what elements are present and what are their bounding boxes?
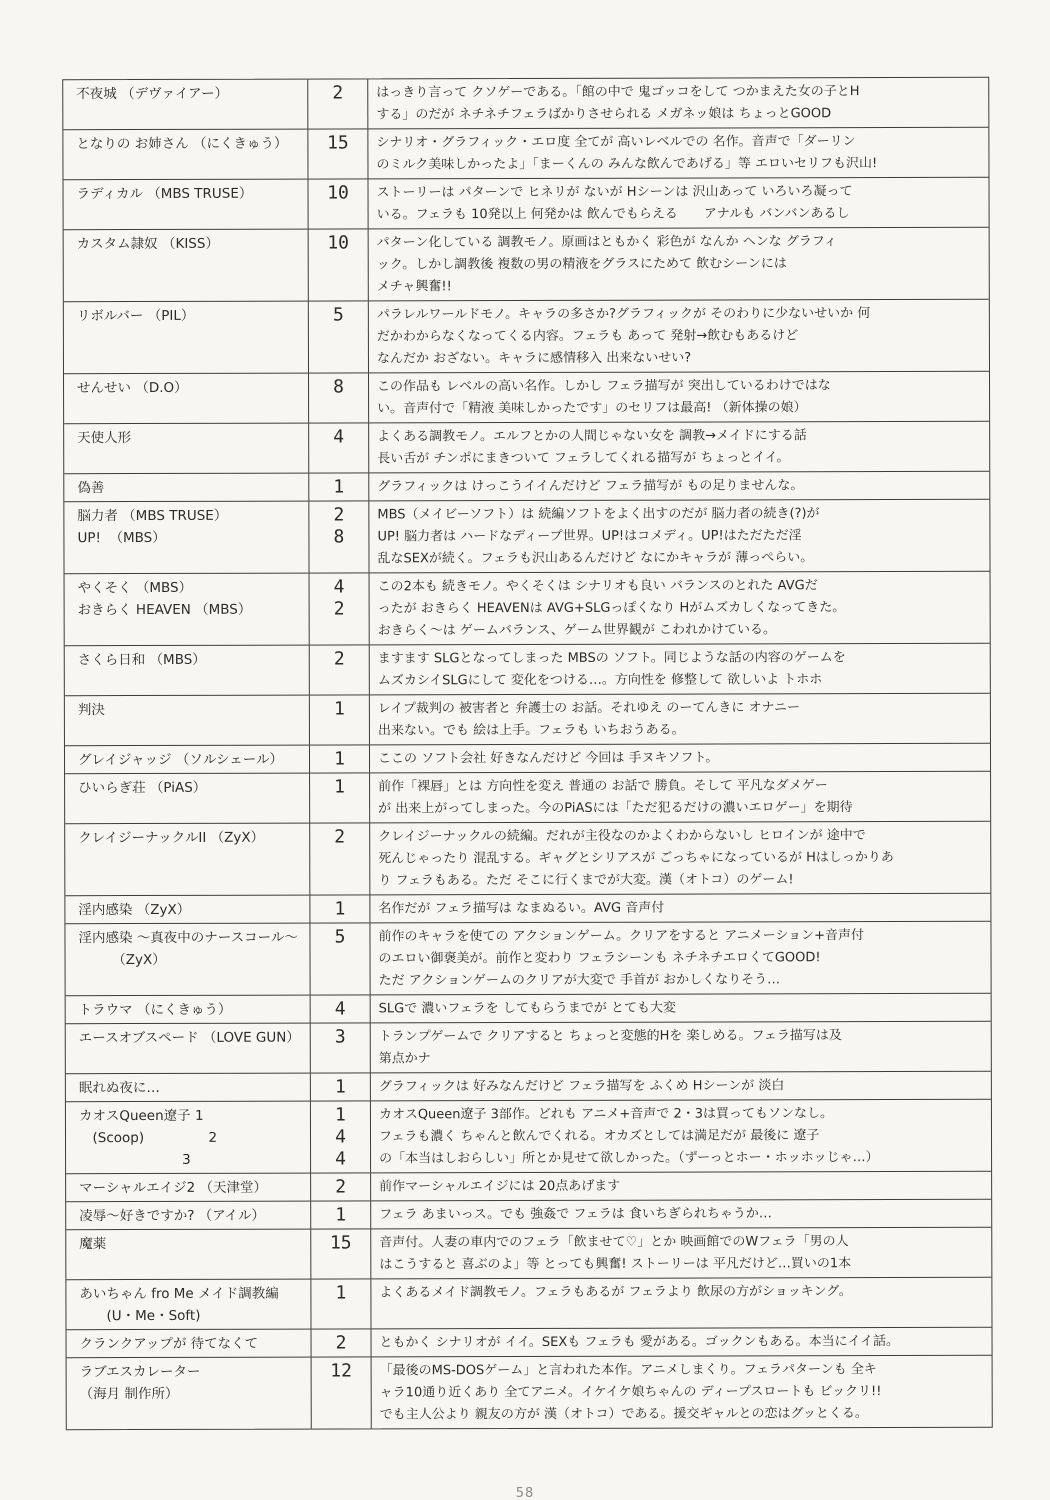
game-title: 天使人形 <box>77 430 132 447</box>
game-title: エースオブスペード （LOVE GUN） <box>78 1029 300 1047</box>
table-row <box>65 644 990 696</box>
game-title: カオスQueen遼子 1 <box>78 1107 204 1125</box>
score-value: 5 <box>334 926 346 948</box>
game-title-cell <box>66 1024 311 1074</box>
score-value: 15 <box>329 1232 352 1254</box>
score-value: 2 <box>335 1176 347 1198</box>
review-comment-line: UP! 脳力者は ハードなディープ世界。UP!はコメディ。UP!はただただ淫 <box>377 528 802 545</box>
table-row <box>64 422 989 474</box>
review-comment-line: なんだか おざない。キャラに感情移入 出来ないせい? <box>376 350 692 367</box>
game-title-cell <box>66 1174 311 1202</box>
game-title: 眠れぬ夜に… <box>78 1079 160 1097</box>
score-value: 4 <box>333 576 345 598</box>
score-cell <box>311 1279 371 1328</box>
score-cell <box>309 423 369 472</box>
review-comment-line: シナリオ・グラフィック・エロ度 全てが 高いレベルでの 名作。音声で「ダーリン <box>376 134 856 151</box>
game-title: （ZyX） <box>78 951 166 969</box>
game-title: (U・Me・Soft) <box>79 1307 201 1325</box>
review-comment-cell <box>368 78 988 129</box>
review-comment-cell <box>370 572 990 645</box>
table-row <box>65 772 990 824</box>
review-comment-line: 出来ない。でも 絵は上手。フェラも いちおうある。 <box>377 722 685 739</box>
review-comment-line: フェラ あまいっス。でも 強姦で フェラは 食いちぎられちゃうか… <box>379 1206 772 1223</box>
score-value: 10 <box>327 232 350 254</box>
review-comment-line: よくある調教モノ。エルフとかの人間じゃない女を 調教→メイドにする話 <box>377 428 807 445</box>
game-title: ラブエスカレーター <box>79 1363 201 1381</box>
score-value: 1 <box>335 1204 347 1226</box>
game-title: 判決 <box>77 702 105 719</box>
score-value: 2 <box>332 82 344 104</box>
game-title: クランクアップが 待てなくて <box>79 1335 259 1353</box>
review-comment-line: MBS（メイビーソフト）は 続編ソフトをよく出すのだが 脳力者の続き(?)が <box>377 506 820 523</box>
game-title-cell <box>65 746 310 774</box>
review-comment-cell <box>369 300 989 373</box>
review-table <box>62 77 993 1430</box>
game-title: リボルバー （PIL） <box>76 307 195 325</box>
score-value: 8 <box>333 376 344 398</box>
game-title-cell <box>65 774 310 824</box>
review-comment-cell <box>370 694 990 745</box>
review-comment-line: 名作だが フェラ描写は なまぬるい。AVG 音声付 <box>378 900 665 917</box>
review-comment-cell <box>370 744 990 773</box>
game-title: UP! （MBS） <box>77 529 166 547</box>
score-value: 2 <box>335 1332 347 1354</box>
review-comment-line: の「本当はしおらしい」所とか見せて欲しかった。（ずーっとホー・ホッホッじゃ…） <box>379 1150 879 1167</box>
review-comment-line: フェラも濃く ちゃんと飲んでくれる。オカズとしては満足だが 最後に 遼子 <box>378 1128 820 1145</box>
table-row <box>65 572 990 646</box>
review-comment-cell <box>371 1228 991 1279</box>
score-value: 1 <box>334 1076 346 1098</box>
review-comment-cell <box>370 822 990 895</box>
game-title: 偽善 <box>77 480 105 497</box>
game-title-cell <box>65 646 310 696</box>
review-comment-line: ったが おきらく HEAVENは AVG+SLGっぽくなり Hがムズカしくなってきた。 <box>377 600 846 617</box>
review-comment-line: カオスQueen遼子 3部作。どれも アニメ+音声で 2・3は買ってもソンなし。 <box>378 1106 833 1123</box>
review-comment-line: する」のだが ネチネチフェラばかりさせられる メガネッ娘は ちょっとGOOD <box>376 106 832 123</box>
review-comment-cell <box>371 1200 991 1229</box>
game-title-cell <box>63 180 308 230</box>
review-comment-line: り フェラもある。ただ そこに行くまでが大変。漢（オトコ）のゲーム! <box>378 872 794 889</box>
game-title: せんせい （D.O） <box>77 379 188 397</box>
score-value: 5 <box>332 304 344 326</box>
score-value: 2 <box>333 648 345 670</box>
review-comment-cell <box>368 178 988 229</box>
score-cell <box>310 823 370 894</box>
table-row <box>64 500 989 574</box>
table-row <box>64 228 989 302</box>
game-title: おきらく HEAVEN （MBS） <box>77 601 252 619</box>
game-title: トラウマ （にくきゅう） <box>78 1001 232 1019</box>
score-cell <box>311 1023 371 1072</box>
review-comment-line: ただ アクションゲームのクリアが大変で 手首が おかしくなりそう… <box>378 972 781 989</box>
review-comment-cell <box>369 472 989 501</box>
game-title: 淫内感染 （ZyX） <box>78 901 191 919</box>
game-title: やくそく （MBS） <box>77 579 193 597</box>
score-value: 2 <box>333 504 345 526</box>
review-comment-line: ますます SLGとなってしまった MBSの ソフト。同じような話の内容のゲームを <box>377 650 846 667</box>
table-row <box>66 1278 991 1330</box>
score-cell <box>309 301 369 372</box>
table-row <box>65 822 990 896</box>
table-row <box>64 300 989 374</box>
game-title-cell <box>66 996 311 1024</box>
review-comment-line: グラフィックは 好みなんだけど フェラ描写を ふくめ Hシーンが 淡白 <box>378 1078 785 1095</box>
score-cell <box>310 923 370 994</box>
table-row <box>64 472 989 502</box>
score-value: 1 <box>333 476 345 498</box>
score-cell <box>312 1329 372 1356</box>
review-comment-line: よくあるメイド調教モノ。フェラもあるが フェラより 飲尿の方がショッキング。 <box>379 1284 852 1301</box>
score-value: 1 <box>335 1282 347 1304</box>
score-value: 2 <box>334 826 346 848</box>
game-title-cell <box>64 302 309 374</box>
review-comment-cell <box>371 1100 991 1173</box>
game-title-cell <box>66 1280 311 1330</box>
game-title-cell <box>64 230 309 302</box>
score-value: 10 <box>327 182 349 204</box>
game-title: 3 <box>79 1151 191 1169</box>
review-comment-cell <box>371 994 991 1023</box>
review-comment-line: ムズカシイSLGにして 変化をつける…。方向性を 修整して 欲しいよ トホホ <box>377 672 823 689</box>
review-comment-line: 乱なSEXが続く。フェラも沢山あるんだけど なにかキャラが 薄っぺらい。 <box>377 550 814 567</box>
review-comment-line: ともかく シナリオが イイ。SEXも フェラも 愛がある。ゴックンもある。本当にイイ話。 <box>379 1334 899 1351</box>
table-row <box>66 1228 991 1280</box>
score-cell <box>311 1201 371 1228</box>
table-row <box>66 1172 991 1202</box>
game-title: ラディカル （MBS TRUSE） <box>76 185 253 203</box>
review-comment-cell <box>370 772 990 823</box>
table-row <box>65 922 990 996</box>
game-title: 魔薬 <box>79 1236 107 1253</box>
review-comment-cell <box>371 1278 991 1329</box>
review-comment-line: ここの ソフト会社 好きなんだけど 今回は 手ヌキソフト。 <box>377 750 719 767</box>
review-comment-cell <box>370 894 990 923</box>
review-comment-line: はっきり言って クソゲーである。「館の中で 鬼ゴッコをして つかまえた女の子とH <box>376 84 860 101</box>
score-cell <box>312 1357 372 1428</box>
review-comment-cell <box>369 372 989 423</box>
review-comment-line: 死んじゃったり 混乱する。ギャグとシリアスが ごっちゃになっているが Hはしっかりあ <box>378 850 894 867</box>
review-comment-cell <box>369 500 989 573</box>
review-comment-line: パラレルワールドモノ。キャラの多さか?グラフィックが そのわりに少ないせいか 何 <box>376 306 871 323</box>
score-cell <box>310 573 370 644</box>
review-comment-line: トランプゲームで クリアすると ちょっと変態的Hを 楽しめる。フェラ描写は及 <box>378 1028 842 1045</box>
score-cell <box>308 129 368 178</box>
table-row <box>67 1328 992 1358</box>
review-comment-cell <box>372 1356 992 1429</box>
game-title-cell <box>65 696 310 746</box>
table-row <box>65 694 990 746</box>
score-cell <box>309 373 369 422</box>
review-comment-line: が 出来上がってしまった。今のPiASには「ただ犯るだけの濃いエロゲー」を期待 <box>378 800 853 817</box>
review-comment-cell <box>370 922 990 995</box>
score-value: 8 <box>333 526 345 548</box>
game-title-cell <box>65 924 310 996</box>
score-cell <box>311 995 371 1022</box>
game-title: (Scoop) 2 <box>78 1129 218 1147</box>
table-row <box>66 1100 991 1174</box>
game-title-cell <box>63 130 308 180</box>
review-comment-cell <box>371 1072 991 1101</box>
table-row <box>67 1356 992 1429</box>
game-title-cell <box>65 574 310 646</box>
review-comment-cell <box>369 422 989 473</box>
game-title-cell <box>64 474 309 502</box>
score-cell <box>310 745 370 772</box>
review-comment-line: 「最後のMS-DOSゲーム」と言われた本作。アニメしまくり。フェラパターンも 全キ <box>379 1362 877 1379</box>
review-comment-line: グラフィックは けっこうイイんだけど フェラ描写が もの足りませんな。 <box>377 478 804 495</box>
score-value: 4 <box>335 1148 347 1170</box>
review-comment-cell <box>371 1172 991 1201</box>
review-comment-line: パターン化している 調教モノ。原画はともかく 彩色が なんか ヘンな グラフィ <box>376 234 837 251</box>
game-title-cell <box>65 896 310 924</box>
review-comment-line: はこうすると 喜ぶのよ」等 とっても興奮! ストーリーは 平凡だけど…買いの1本 <box>379 1256 852 1273</box>
game-title: カスタム隷奴 （KISS） <box>76 235 219 253</box>
review-comment-line: いる。フェラも 10発以上 何発かは 飲んでもらえる アナルも バンバンあるし <box>376 206 850 223</box>
review-comment-line: ャラ10通り近くあり 全てアニメ。イケイケ娘ちゃんの ディープスロートも ビックリ!! <box>379 1384 882 1401</box>
table-row <box>64 372 989 424</box>
review-comment-line: クレイジーナックルの続編。だれが主役なのかよくわからないし ヒロインが 途中で <box>378 828 866 845</box>
game-title: 脳力者 （MBS TRUSE） <box>77 507 228 525</box>
game-title: 凌辱〜好きですか? （アイル） <box>79 1207 265 1225</box>
game-title-cell <box>64 374 309 424</box>
game-title: ひいらぎ荘 （PiAS） <box>78 779 207 797</box>
score-value: 4 <box>334 998 346 1020</box>
table-row <box>66 1072 991 1102</box>
score-cell <box>311 1229 371 1278</box>
game-title-cell <box>66 1230 311 1280</box>
review-comment-line: 第点かナ <box>378 1051 431 1067</box>
score-value: 1 <box>334 898 346 920</box>
page-number: 58 <box>515 1486 535 1500</box>
game-title-cell <box>67 1358 312 1430</box>
review-comment-line: ック。しかし調教後 複数の男の精液をグラスにためて 飲むシーンには <box>376 256 787 273</box>
score-value: 15 <box>327 132 349 154</box>
score-cell <box>310 695 370 744</box>
table-row <box>63 178 988 230</box>
review-comment-line: でも主人公より 親友の方が 漢（オトコ）である。援交ギャルとの恋はグッとくる。 <box>379 1406 868 1423</box>
table-row <box>66 1200 991 1230</box>
score-cell <box>311 1173 371 1200</box>
game-title-cell <box>65 824 310 896</box>
score-cell <box>310 645 370 694</box>
score-value: 3 <box>334 1026 346 1048</box>
score-value: 4 <box>333 426 345 448</box>
review-comment-line: 音声付。人妻の車内でのフェラ「飲ませて♡」とか 映画館でのWフェラ「男の人 <box>379 1234 849 1251</box>
score-value: 2 <box>333 598 345 620</box>
game-title: マーシャルエイジ2 （天津堂） <box>79 1179 268 1197</box>
review-comment-line: 前作のキャラを使ての アクションゲーム。クリアをすると アニメーション+音声付 <box>378 928 864 945</box>
score-cell <box>308 79 368 128</box>
game-title-cell <box>64 502 309 574</box>
review-comment-line: この作品も レベルの高い名作。しかし フェラ描写が 突出しているわけではな <box>377 378 831 395</box>
review-comment-line: い。音声付で「精液 美味しかったです」のセリフは最高! （新体操の娘） <box>377 400 807 417</box>
review-comment-cell <box>369 228 989 301</box>
table-row <box>66 994 991 1024</box>
review-comment-line: メチャ興奮!! <box>376 279 452 295</box>
game-title-cell <box>66 1102 311 1174</box>
review-comment-line: 前作「裸唇」とは 方向性を変え 普通の お話で 勝負。そして 平凡なダメゲー <box>378 778 828 795</box>
score-cell <box>311 1101 371 1172</box>
game-title-cell <box>67 1330 312 1358</box>
score-value: 1 <box>333 698 345 720</box>
game-title: となりの お姉さん （にくきゅう） <box>76 135 288 153</box>
score-value: 1 <box>334 1104 346 1126</box>
game-title-cell <box>66 1074 311 1102</box>
table-row <box>66 1022 991 1074</box>
game-title: 不夜城 （デヴァイアー） <box>76 85 229 103</box>
game-title-cell <box>66 1202 311 1230</box>
review-comment-cell <box>368 128 988 179</box>
review-comment-cell <box>372 1328 992 1357</box>
review-comment-line: ストーリーは パターンで ヒネリが ないが Hシーンは 沢山あって いろいろ凝って <box>376 184 853 201</box>
review-comment-line: おきらく〜は ゲームバランス、ゲーム世界観が こわれかけている。 <box>377 622 776 639</box>
review-comment-line: のエロい御褒美が。前作と変わり フェラシーンも ネチネチエロくてGOOD! <box>378 950 821 967</box>
score-cell <box>310 895 370 922</box>
game-title-cell <box>64 424 309 474</box>
game-title-cell <box>63 80 308 130</box>
score-value: 12 <box>330 1360 352 1382</box>
score-cell <box>309 473 369 500</box>
review-comment-line: レイプ裁判の 被害者と 弁護士の お話。それゆえ のーてんきに オナニー <box>377 700 801 717</box>
review-comment-line: この2本も 続きモノ。やくそくは シナリオも良い バランスのとれた AVGだ <box>377 578 818 595</box>
game-title: （海月 制作所） <box>79 1385 179 1403</box>
score-cell <box>309 229 369 300</box>
review-comment-cell <box>370 644 990 695</box>
score-cell <box>310 773 370 822</box>
score-value: 1 <box>334 748 345 770</box>
game-title: さくら日和 （MBS） <box>77 651 206 669</box>
score-value: 4 <box>335 1126 346 1148</box>
game-title: あいちゃん fro Me メイド調教編 <box>79 1285 279 1303</box>
game-title: グレイジャッジ （ソルシェール） <box>77 751 284 769</box>
review-comment-line: のミルク美味しかったよ」「まーくんの みんな飲んであげる」等 エロいセリフも沢山! <box>376 156 878 173</box>
table-row <box>63 78 988 130</box>
review-comment-cell <box>371 1022 991 1073</box>
game-title: 淫内感染 〜真夜中のナースコール〜 <box>78 929 298 947</box>
table-row <box>65 894 990 924</box>
review-comment-line: だかわからなくなってくる内容。フェラも あって 発射→飲むもあるけど <box>376 328 799 345</box>
review-comment-line: 前作マーシャルエイジには 20点あげます <box>379 1178 621 1195</box>
score-value: 1 <box>334 776 346 798</box>
review-comment-line: SLGで 濃いフェラを してもらうまでが とても大変 <box>378 1000 677 1017</box>
review-comment-line: 長い舌が チンポにまきついて フェラしてくれる描写が ちょっとイイ。 <box>377 450 790 467</box>
score-cell <box>308 179 368 228</box>
table-row <box>65 744 990 774</box>
score-cell <box>309 501 369 572</box>
game-title: クレイジーナックルII （ZyX） <box>78 829 265 847</box>
score-cell <box>311 1073 371 1100</box>
table-row <box>63 128 988 180</box>
